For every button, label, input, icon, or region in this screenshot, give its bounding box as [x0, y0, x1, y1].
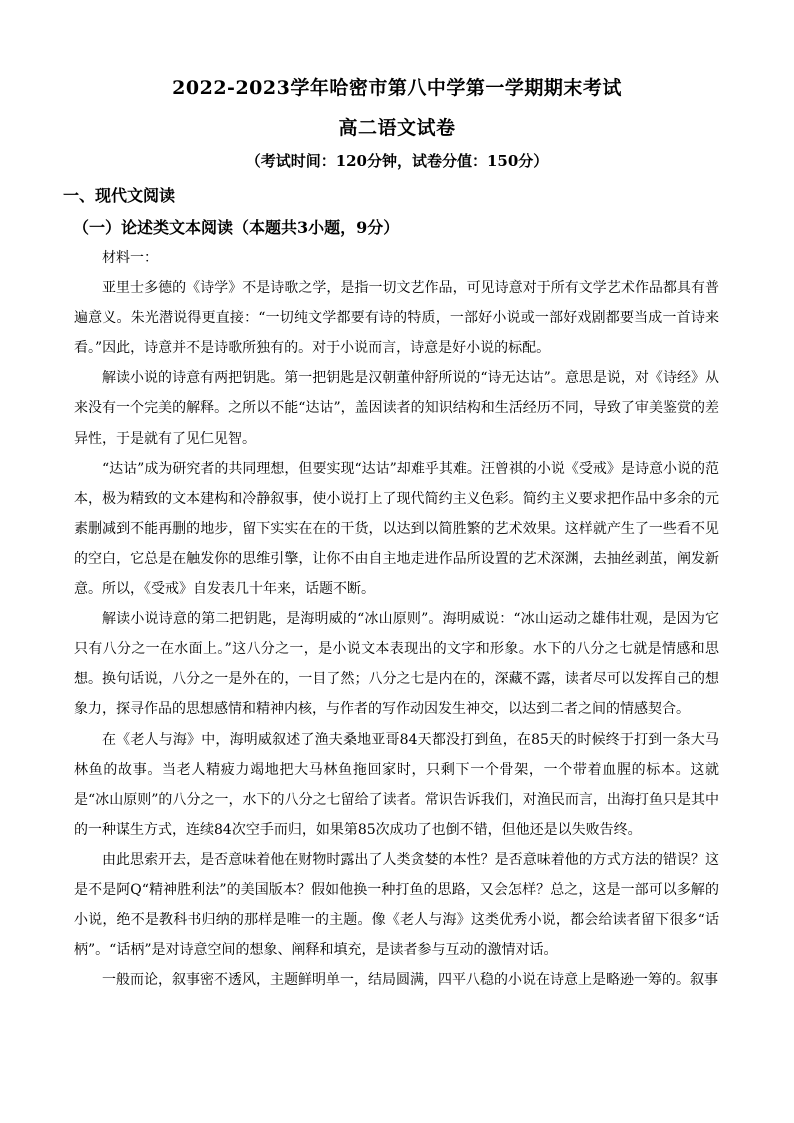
paragraph: 解读小说的诗意有两把钥匙。第一把钥匙是汉朝董仲舒所说的“诗无达诂”。意思是说，对《诗经》从来没有一个完美的解释。之所以不能“达诂”，盖因读者的知识结构和生活经历不同，导致了审美鉴赏的差异性，于是就有了见仁见智。 — [74, 370, 719, 447]
section-subheading: （一）论述类文本阅读（本题共3小题，9分） — [73, 218, 400, 237]
exam-info: （考试时间：120分钟，试卷分值：150分） — [245, 152, 549, 170]
section-heading: 一、现代文阅读 — [63, 186, 176, 205]
material-label: 材料一： — [102, 250, 158, 266]
exam-title: 2022-2023学年哈密市第八中学第一学期期末考试 — [172, 77, 622, 99]
paragraph: 在《老人与海》中，海明威叙述了渔夫桑地亚哥84天都没打到鱼，在85天的时候终于打到一条大马林鱼的故事。当老人精疲力竭地把大马林鱼拖回家时，只剩下一个骨架，一个带着血腥的标本。这就是“冰山原则”的八分之一，水下的八分之七留给了读者。常识告诉我们，对渔民而言，出海打鱼只是其中的一种谋生方式，连续84次空手而归，如果第85次成功了也倒不错，但他还是以失败告终。 — [74, 731, 719, 838]
paragraph: 一般而论，叙事密不透风，主题鲜明单一，结局圆满，四平八稳的小说在诗意上是略逊一筹的。叙事 — [102, 972, 718, 989]
reading-material — [74, 243, 719, 995]
paragraph: 由此思索开去，是否意味着他在财物时露出了人类贪婪的本性？是否意味着他的方式方法的错误？这是不是阿Q“精神胜利法”的美国版本？假如他换一种打鱼的思路，又会怎样？总之，这是一部可以多解的小说，绝不是教科书归纳的那样是唯一的主题。像《老人与海》这类优秀小说，都会给读者留下很多“话柄”。“话柄”是对诗意空间的想象、阐释和填充，是读者参与互动的激情对话。 — [74, 851, 719, 959]
exam-subtitle: 高二语文试卷 — [338, 117, 456, 139]
paragraph: “达诂”成为研究者的共同理想，但要实现“达诂”却难乎其难。汪曾祺的小说《受戒》是诗意小说的范本，极为精致的文本建构和冷静叙事，使小说打上了现代简约主义色彩。简约主义要求把作品中多余的元素删减到不能再删的地步，留下实实在在的干货，以达到以简胜繁的艺术效果。这样就产生了一些看不见的空白，它总是在触发你的思维引擎，让你不由自主地走进作品所设置的艺术深渊，去抽丝剥茧，阐发新意。所以，《受戒》自发表几十年来，话题不断。 — [74, 460, 719, 598]
paragraph: 解读小说诗意的第二把钥匙，是海明威的“冰山原则”。海明威说：“冰山运动之雄伟壮观，是因为它只有八分之一在水面上。”这八分之一，是小说文本表现出的文字和形象。水下的八分之七就是情感和思想。换句话说，八分之一是外在的，一目了然；八分之七是内在的，深藏不露，读者尽可以发挥自己的想象力，探寻作品的思想感情和精神内核，与作者的写作动因发生神交，以达到二者之间的情感契合。 — [74, 611, 719, 718]
paragraph: 亚里士多德的《诗学》不是诗歌之学，是指一切文艺作品，可见诗意对于所有文学艺术作品都具有普遍意义。朱光潜说得更直接：“一切纯文学都要有诗的特质，一部好小说或一部好戏剧都要当成一首诗来看。”因此，诗意并不是诗歌所独有的。对于小说而言，诗意是好小说的标配。 — [74, 280, 719, 357]
